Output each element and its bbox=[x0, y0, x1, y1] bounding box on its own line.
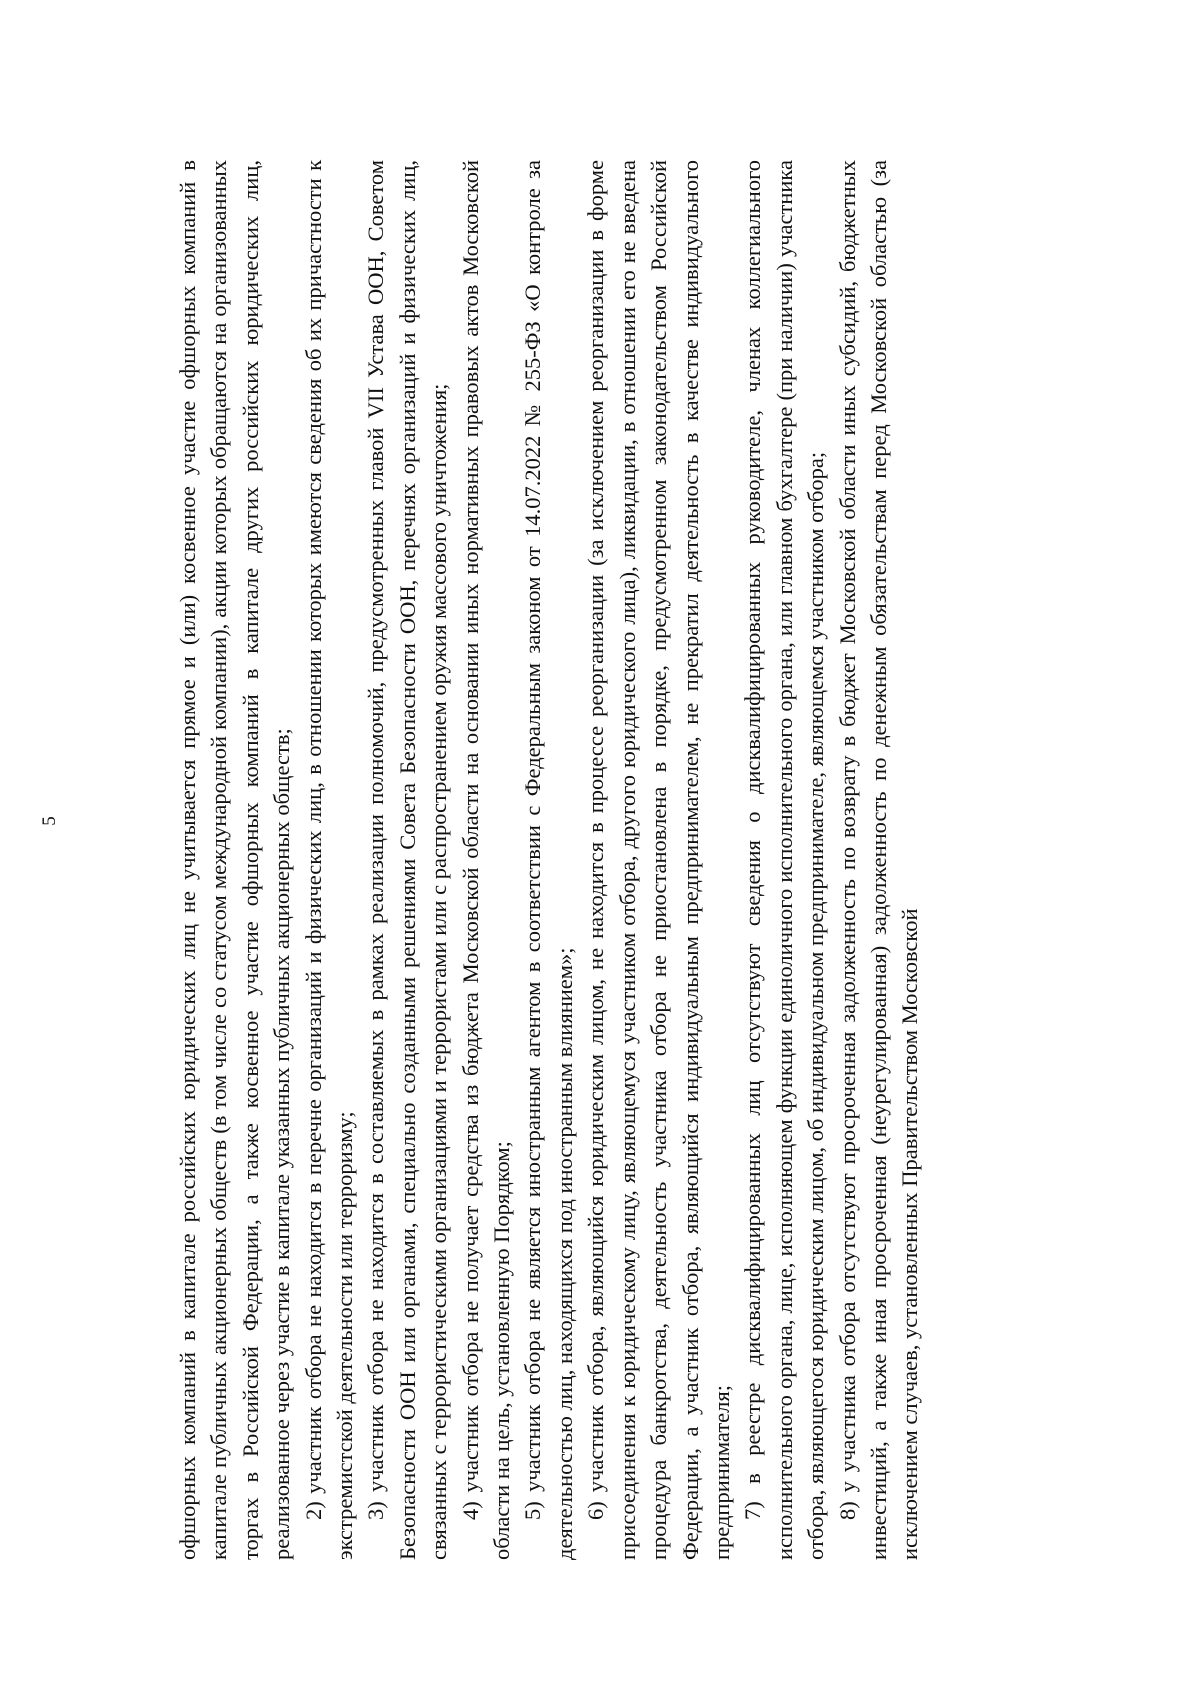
paragraph-item-2: 2) участник отбора не находится в перечне организаций и физических лиц, в отношении которых имеются сведения об их причастности к экстремистской деятельности или терроризму; bbox=[300, 160, 358, 1560]
page-number: 5 bbox=[39, 816, 60, 826]
paragraph-item-6: 6) участник отбора, являющийся юридическим лицом, не находится в процессе реорганизации (за исключением реорганизации в форме присоединения к юридическому лицу, являющемуся участником отбора, другого юридического лица), ликвидации, в отношении его не введена процедура банкротства, деятельность участника отбора не приостановлена в порядке, предусмотренном законодательством Российской Федерации, а участник отбора, являющийся индивидуальным предпринимателем, не прекратил деятельность в качестве индивидуального предпринимателя; bbox=[583, 160, 734, 1560]
paragraph-item-8: 8) у участника отбора отсутствуют просроченная задолженность по возврату в бюджет Московской области иных субсидий, бюджетных инвестиций, а также иная просроченная (неурегулированная) задолженность по денежным обязательствам перед Московской областью (за исключением случаев, установленных Правительством Московской bbox=[834, 160, 923, 1560]
paragraph-item-3: 3) участник отбора не находится в составляемых в рамках реализации полномочий, предусмотренных главой VII Устава ООН, Советом Безопасности ООН или органами, специально созданными решениями Совета Безопасности ООН, перечнях организаций и физических лиц, связанных с террористическими организациями и террористами или с распространением оружия массового уничтожения; bbox=[363, 160, 452, 1560]
paragraph-item-4: 4) участник отбора не получает средства из бюджета Московской области на основании иных нормативных правовых актов Московской области на цель, установленную Порядком; bbox=[457, 160, 515, 1560]
rotated-text-block bbox=[172, 160, 1052, 1560]
paragraph-continuation: офшорных компаний в капитале российских юридических лиц не учитывается прямое и (или) косвенное участие офшорных компаний в капитале публичных акционерных обществ (в том числе со статусом международной компании), акции которых обращаются на организованных торгах в Российской Федерации, а также косвенное участие офшорных компаний в капитале других российских юридических лиц, реализованное через участие в капитале указанных публичных акционерных обществ; bbox=[175, 160, 295, 1560]
paragraph-item-5: 5) участник отбора не является иностранным агентом в соответствии с Федеральным законом от 14.07.2022 № 255-ФЗ «О контроле за деятельностью лиц, находящихся под иностранным влиянием»; bbox=[520, 160, 577, 1560]
paragraph-item-7: 7) в реестре дисквалифицированных лиц отсутствуют сведения о дисквалифицированных руководителе, членах коллегиального исполнительного органа, лице, исполняющем функции единоличного исполнительного органа, или главном бухгалтере (при наличии) участника отбора, являющегося юридическим лицом, об индивидуальном предпринимателе, являющемся участником отбора; bbox=[740, 160, 829, 1560]
